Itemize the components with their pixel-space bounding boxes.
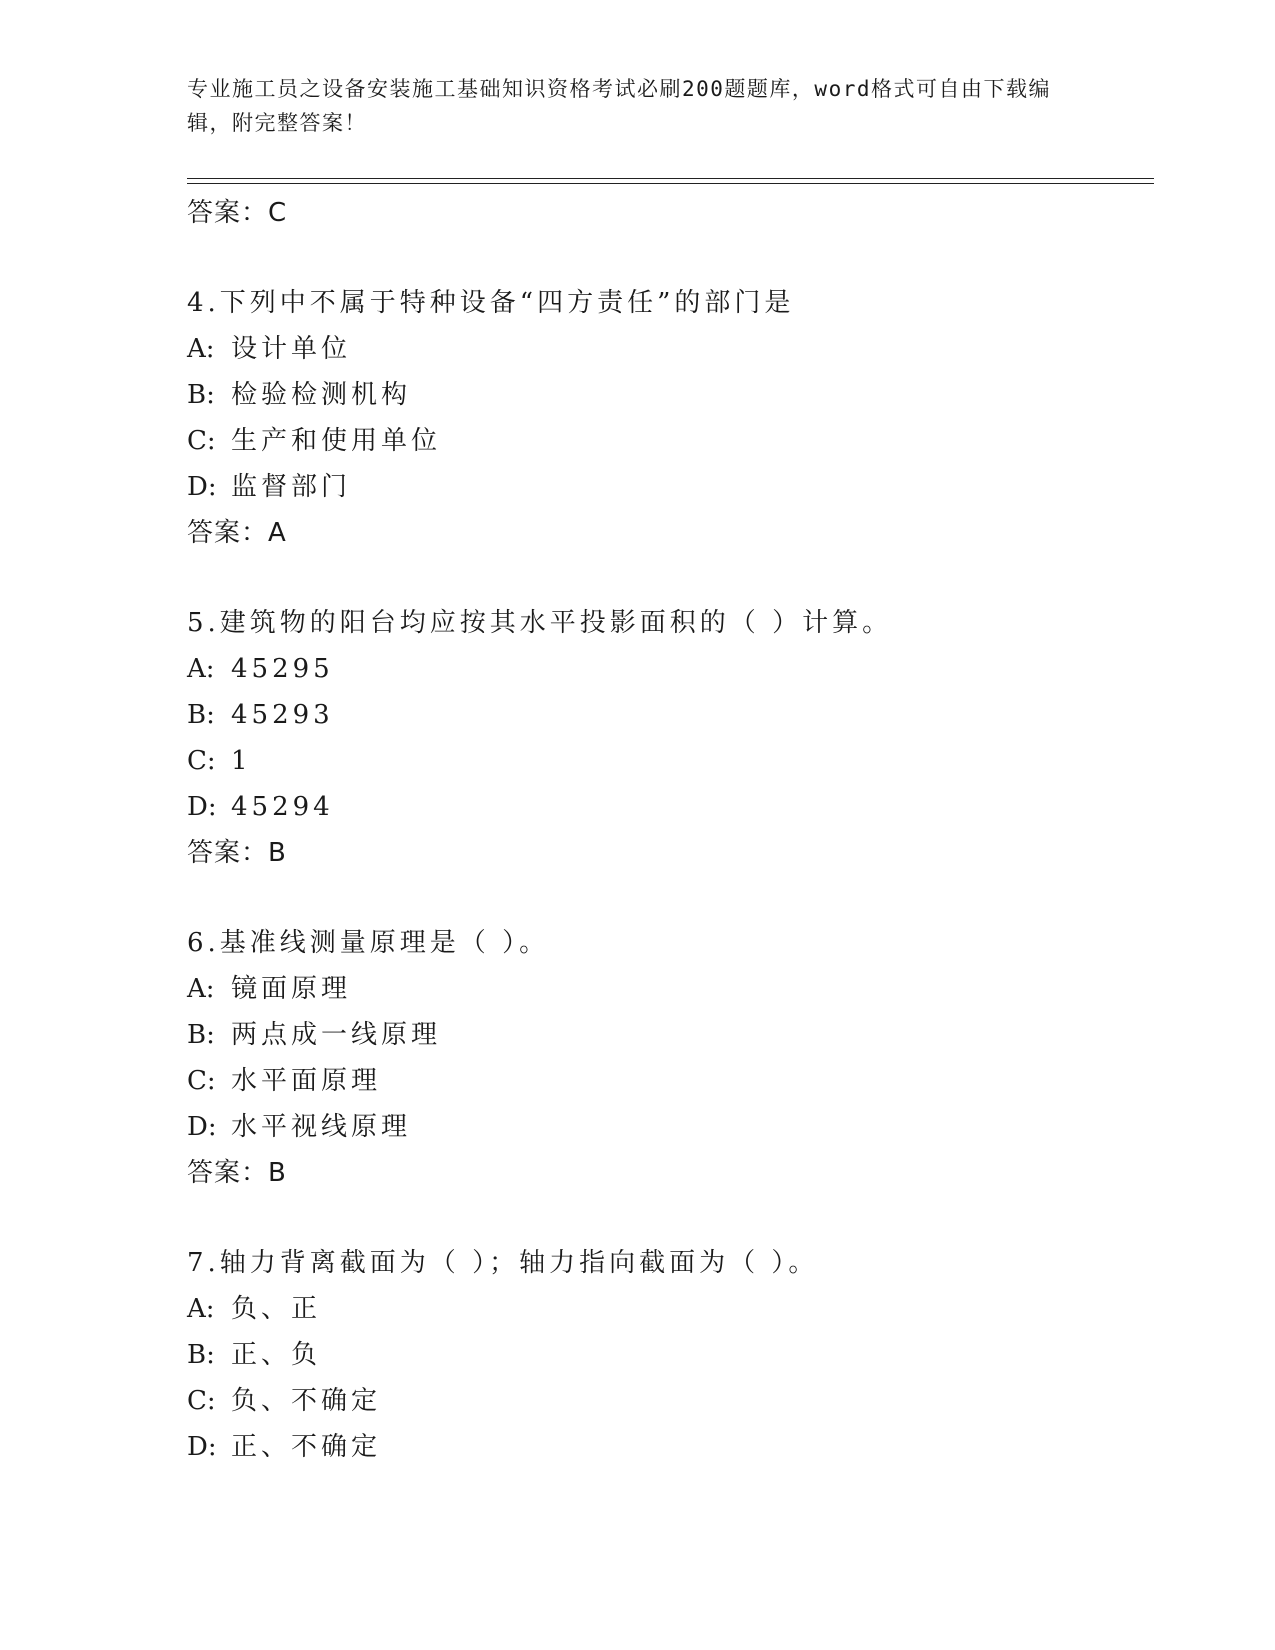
option-text: 两点成一线原理 <box>231 1020 442 1050</box>
question-block <box>187 600 1147 876</box>
spacer <box>187 556 1147 600</box>
option-key: B: <box>187 700 215 730</box>
option-key: C: <box>187 1066 216 1096</box>
option-text: 负、正 <box>231 1294 322 1324</box>
option-key: A: <box>187 334 215 364</box>
option-c <box>187 1378 1147 1424</box>
header-rule-bottom <box>187 183 1154 184</box>
question-content <box>187 190 1147 1470</box>
option-text: 负、不确定 <box>231 1386 382 1416</box>
spacer <box>187 876 1147 920</box>
option-text: 生产和使用单位 <box>231 426 442 456</box>
spacer <box>187 1196 1147 1240</box>
option-a <box>187 326 1147 372</box>
option-text: 45293 <box>231 700 334 730</box>
option-text: 1 <box>231 746 252 776</box>
option-key: C: <box>187 426 216 456</box>
option-c <box>187 418 1147 464</box>
option-a <box>187 646 1147 692</box>
option-key: D: <box>187 792 217 822</box>
option-text: 正、负 <box>231 1340 322 1370</box>
question-title: 4.下列中不属于特种设备“四方责任”的部门是 <box>187 288 795 318</box>
question-title: 5.建筑物的阳台均应按其水平投影面积的（ ）计算。 <box>187 608 893 638</box>
answer-line: 答案：B <box>187 838 287 868</box>
option-text: 监督部门 <box>231 472 352 502</box>
option-b <box>187 372 1147 418</box>
option-b <box>187 1012 1147 1058</box>
option-text: 设计单位 <box>231 334 352 364</box>
option-c <box>187 738 1147 784</box>
spacer <box>187 236 1147 280</box>
option-b <box>187 692 1147 738</box>
option-a <box>187 966 1147 1012</box>
option-c <box>187 1058 1147 1104</box>
header-rule-top <box>187 178 1154 179</box>
option-text: 镜面原理 <box>231 974 352 1004</box>
option-key: A: <box>187 1294 215 1324</box>
option-text: 45295 <box>231 654 334 684</box>
option-key: B: <box>187 1020 215 1050</box>
option-d <box>187 464 1147 510</box>
option-a <box>187 1286 1147 1332</box>
option-key: D: <box>187 1112 217 1142</box>
question-title: 6.基准线测量原理是（ ）。 <box>187 928 550 958</box>
question-block <box>187 280 1147 556</box>
answer-line: 答案：C <box>187 198 288 228</box>
question-title: 7.轴力背离截面为（ ）；轴力指向截面为（ ）。 <box>187 1248 819 1278</box>
option-text: 45294 <box>231 792 334 822</box>
option-b <box>187 1332 1147 1378</box>
option-key: A: <box>187 654 215 684</box>
option-key: C: <box>187 746 216 776</box>
option-key: A: <box>187 974 215 1004</box>
option-key: D: <box>187 472 217 502</box>
option-text: 水平面原理 <box>231 1066 382 1096</box>
option-key: D: <box>187 1432 217 1462</box>
option-text: 检验检测机构 <box>231 380 412 410</box>
option-key: B: <box>187 1340 215 1370</box>
option-key: B: <box>187 380 215 410</box>
answer-line: 答案：B <box>187 1158 287 1188</box>
option-key: C: <box>187 1386 216 1416</box>
option-d <box>187 1424 1147 1470</box>
answer-line: 答案：A <box>187 518 287 548</box>
option-text: 水平视线原理 <box>231 1112 412 1142</box>
option-d <box>187 784 1147 830</box>
question-block <box>187 1240 1147 1470</box>
option-d <box>187 1104 1147 1150</box>
option-text: 正、不确定 <box>231 1432 382 1462</box>
document-header: 专业施工员之设备安装施工基础知识资格考试必刷200题题库，word格式可自由下载编辑，附完整答案！ <box>187 77 1051 135</box>
question-block <box>187 920 1147 1196</box>
